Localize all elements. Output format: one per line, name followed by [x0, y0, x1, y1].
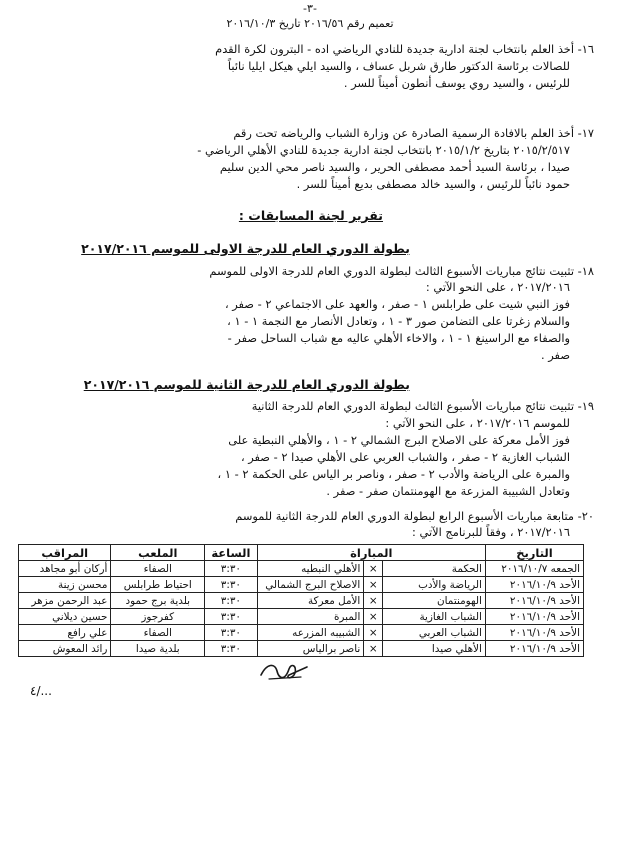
header-venue: الملعب — [111, 545, 205, 561]
header-date: التاريخ — [485, 545, 583, 561]
cell-away-team: ناصر برالياس — [257, 641, 364, 657]
handwritten-signature — [255, 655, 315, 685]
table-row — [19, 593, 584, 609]
item-18-result-2: والسلام زغرتا على التضامن صور ٣ - ١ ، وتعادل الأنصار مع النجمة ١ - ١ ، — [227, 314, 570, 328]
cell-referee: رائد المعوش — [19, 641, 111, 657]
cell-vs: × — [364, 577, 383, 593]
cell-venue: الصفاء — [111, 625, 205, 641]
item-17-line-2: ٢٠١٥/٢/٥١٧ بتاريخ ٢٠١٥/١/٢ بانتخاب لجنة ادارية جديدة للنادي الأهلي الرياضي - — [197, 143, 570, 157]
page-number: -٣- — [303, 2, 317, 15]
cell-time: ٣:٣٠ — [205, 641, 258, 657]
cell-time: ٣:٣٠ — [205, 625, 258, 641]
cell-referee: حسين ديلاني — [19, 609, 111, 625]
item-17-line-1: ١٧- أخذ العلم بالافادة الرسمية الصادرة عن وزارة الشباب والرياضه تحت رقم — [233, 126, 594, 140]
cell-away-team: المبرة — [257, 609, 364, 625]
table-row — [19, 577, 584, 593]
cell-venue: كفرجوز — [111, 609, 205, 625]
item-18-result-1: فوز النبي شيت على طرابلس ١ - صفر ، والعهد على الاجتماعي ٢ - صفر ، — [224, 297, 570, 311]
header-referee: المراقب — [19, 545, 111, 561]
cell-date: الجمعه ٢٠١٦/١٠/٧ — [485, 561, 583, 577]
cell-venue: الصفاء — [111, 561, 205, 577]
cell-referee: علي رافع — [19, 625, 111, 641]
cell-away-team: الأهلي النبطيه — [257, 561, 364, 577]
schedule-header-row — [19, 545, 584, 561]
item-16-line-3: للرئيس ، والسيد روي يوسف أنطون أميناً للسر . — [343, 76, 570, 90]
table-row — [19, 561, 584, 577]
cell-venue: بلدية برج حمود — [111, 593, 205, 609]
cell-date: الأحد ٢٠١٦/١٠/٩ — [485, 609, 583, 625]
cell-vs: × — [364, 561, 383, 577]
table-row — [19, 625, 584, 641]
cell-referee: محسن زينة — [19, 577, 111, 593]
circular-reference: تعميم رقم ٢٠١٦/٥٦ تاريخ ٢٠١٦/١٠/٣ — [226, 17, 394, 30]
item-17-line-4: حمود نائباً للرئيس ، والسيد خالد مصطفى بديع أميناً للسر . — [296, 177, 570, 191]
league2-title: بطولة الدوري العام للدرجة الثانية للموسم ٢٠١٧/٢٠١٦ — [83, 377, 410, 392]
item-20-line-1: ٢٠- متابعة مباريات الأسبوع الرابع لبطولة الدوري العام للدرجة الثانية للموسم — [235, 509, 594, 523]
item-18-line-2: ٢٠١٧/٢٠١٦ ، على النحو الآتي : — [425, 280, 570, 294]
item-19-result-2: الشباب الغازية ٢ - صفر ، والشباب العربي على الأهلي صيدا ٢ - صفر ، — [240, 450, 570, 464]
cell-venue: احتياط طرابلس — [111, 577, 205, 593]
cell-home-team: الهومنتمان — [383, 593, 486, 609]
cell-vs: × — [364, 609, 383, 625]
cell-time: ٣:٣٠ — [205, 593, 258, 609]
cell-home-team: الرياضة والأدب — [383, 577, 486, 593]
cell-home-team: الشباب الغازية — [383, 609, 486, 625]
item-19-line-2: للموسم ٢٠١٧/٢٠١٦ ، على النحو الآتي : — [385, 416, 570, 430]
cell-date: الأحد ٢٠١٦/١٠/٩ — [485, 641, 583, 657]
table-row — [19, 609, 584, 625]
item-18-result-3: والصفاء مع الراسينغ ١ - ١ ، والاخاء الأهلي عاليه مع شباب الساحل صفر - — [227, 331, 570, 345]
item-19-result-1: فوز الأمل معركة على الاصلاح البرج الشمالي ٢ - ١ ، والأهلي النبطية على — [228, 433, 570, 447]
cell-referee: أركان أبو مجاهد — [19, 561, 111, 577]
header-time: الساعة — [205, 545, 258, 561]
cell-vs: × — [364, 625, 383, 641]
cell-venue: بلدية صيدا — [111, 641, 205, 657]
item-16-line-1: ١٦- أخذ العلم بانتخاب لجنة ادارية جديدة للنادي الرياضي اده - البترون لكرة القدم — [215, 42, 594, 56]
cell-away-team: الاصلاح البرج الشمالي — [257, 577, 364, 593]
item-20-line-2: ٢٠١٧/٢٠١٦ ، وفقاً للبرنامج الآتي : — [412, 525, 570, 539]
item-16-line-2: للصالات برئاسة الدكتور طارق شربل عساف ، والسيد ايلي هيكل ايليا نائباً — [227, 59, 570, 73]
header-match: المباراة — [257, 545, 485, 561]
next-page-marker: ٤/... — [30, 684, 52, 698]
item-19-line-1: ١٩- تثبيت نتائج مباريات الأسبوع الثالث لبطولة الدوري العام للدرجة الثانية — [251, 399, 594, 413]
cell-home-team: الأهلي صيدا — [383, 641, 486, 657]
item-17-line-3: صيدا ، برئاسة السيد أحمد مصطفى الحرير ، والسيد ناصر محي الدين سليم — [219, 160, 570, 174]
item-18-result-4: صفر . — [541, 348, 570, 362]
cell-home-team: الشباب العربي — [383, 625, 486, 641]
cell-time: ٣:٣٠ — [205, 561, 258, 577]
cell-date: الأحد ٢٠١٦/١٠/٩ — [485, 593, 583, 609]
cell-vs: × — [364, 641, 383, 657]
item-19-result-3: والمبرة على الرياضة والأدب ٢ - صفر ، وناصر بر الياس على الحكمة ٢ - ١ ، — [217, 467, 570, 481]
competitions-report-title: تقرير لجنة المسابقات : — [238, 208, 383, 223]
cell-away-team: الشبيبه المزرعه — [257, 625, 364, 641]
cell-date: الأحد ٢٠١٦/١٠/٩ — [485, 577, 583, 593]
cell-referee: عبد الرحمن مزهر — [19, 593, 111, 609]
cell-date: الأحد ٢٠١٦/١٠/٩ — [485, 625, 583, 641]
item-18-line-1: ١٨- تثبيت نتائج مباريات الأسبوع الثالث لبطولة الدوري العام للدرجة الاولى للموسم — [209, 264, 594, 278]
cell-time: ٣:٣٠ — [205, 577, 258, 593]
cell-vs: × — [364, 593, 383, 609]
cell-time: ٣:٣٠ — [205, 609, 258, 625]
cell-away-team: الأمل معركة — [257, 593, 364, 609]
week4-schedule-table — [18, 544, 584, 657]
item-19-result-4: وتعادل الشبيبة المزرعة مع الهومنتمان صفر - صفر . — [326, 484, 570, 498]
cell-home-team: الحكمة — [383, 561, 486, 577]
league1-title: بطولة الدوري العام للدرجة الاولى للموسم ٢٠١٧/٢٠١٦ — [81, 241, 410, 256]
